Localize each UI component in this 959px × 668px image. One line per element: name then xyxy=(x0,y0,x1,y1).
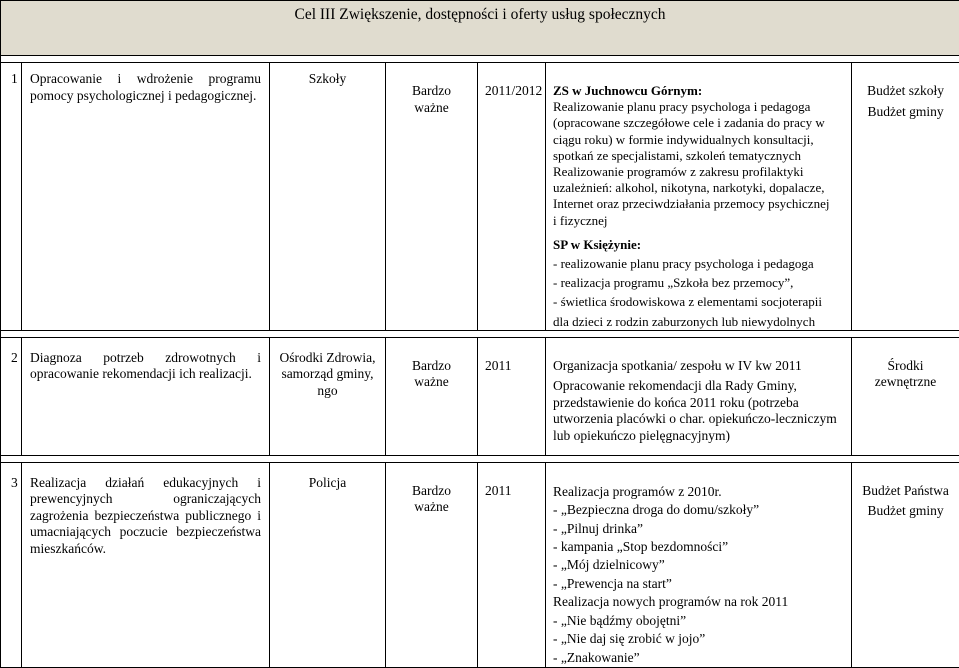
funding-line: Budżet gminy xyxy=(852,104,959,121)
desc-line: przedstawienie do końca 2011 roku (potrzeba xyxy=(553,395,845,412)
priority: Bardzo ważne xyxy=(386,462,478,667)
desc-line: dla dzieci z rodzin zaburzonych lub niewydolnych xyxy=(553,314,845,330)
actions-description xyxy=(546,337,852,455)
desc-line: - „Mój dzielnicowy” xyxy=(553,556,845,574)
table-row xyxy=(1,63,959,331)
year: 2011 xyxy=(478,462,546,667)
desc-line: - kampania „Stop bezdomności” xyxy=(553,538,845,556)
desc-line: - „Bezpieczna droga do domu/szkoły” xyxy=(553,501,845,519)
spacer-row xyxy=(1,330,959,337)
desc-line: - „Znakowanie” xyxy=(553,649,845,667)
desc-line: - świetlica środowiskowa z elementami socjoterapii xyxy=(553,294,845,310)
funding-line: Budżet szkoły xyxy=(852,83,959,100)
desc-line: lub opiekuńczo pielęgnacyjnym) xyxy=(553,428,845,445)
desc-line: - realizacja programu „Szkoła bez przemocy”, xyxy=(553,275,845,291)
task-description: Realizacja działań edukacyjnych i prewencyjnych ograniczających zagrożenia bezpieczeństwa publicznego i umacniających poczucie bezpieczeństwa mieszkańców. xyxy=(22,462,270,667)
year: 2011 xyxy=(478,337,546,455)
desc-line: Realizacja nowych programów na rok 2011 xyxy=(553,593,845,611)
funding-source xyxy=(852,63,959,331)
desc-line: ciągu roku) w formie indywidualnych konsultacji, xyxy=(553,132,845,148)
responsible-entity: Policja xyxy=(270,462,386,667)
funding-source xyxy=(852,337,959,455)
funding-line: Budżet Państwa xyxy=(852,483,959,500)
task-description: Opracowanie i wdrożenie programu pomocy psychologicznej i pedagogicznej. xyxy=(22,63,270,331)
table-row xyxy=(1,462,959,667)
desc-line: Realizowanie programów z zakresu profilaktyki xyxy=(553,164,845,180)
responsible-entity: Ośrodki Zdrowia, samorząd gminy, ngo xyxy=(270,337,386,455)
desc-line: utworzenia placówki o char. opiekuńczo-leczniczym xyxy=(553,411,845,428)
priority: Bardzo ważne xyxy=(386,63,478,331)
funding-line: Środki xyxy=(852,358,959,375)
spacer-row xyxy=(1,56,959,63)
desc-line: Internet oraz przeciwdziałania przemocy psychicznej xyxy=(553,196,845,212)
desc-line: (opracowane szczegółowe cele i zadania do pracy w xyxy=(553,115,845,131)
responsible-entity: Szkoły xyxy=(270,63,386,331)
goal-title: Cel III Zwiększenie, dostępności i oferty usług społecznych xyxy=(1,1,959,56)
desc-line: Realizacja programów z 2010r. xyxy=(553,483,845,501)
row-number: 1 xyxy=(1,63,22,331)
funding-source xyxy=(852,462,959,667)
row-number: 2 xyxy=(1,337,22,455)
desc-line: Opracowanie rekomendacji dla Rady Gminy, xyxy=(553,378,845,395)
actions-description xyxy=(546,462,852,667)
actions-description xyxy=(546,63,852,331)
desc-line: i fizycznej xyxy=(553,213,845,229)
desc-line: spotkań ze specjalistami, szkoleń tematycznych xyxy=(553,148,845,164)
desc-line: - realizowanie planu pracy psychologa i pedagoga xyxy=(553,256,845,272)
desc-line: - „Pilnuj drinka” xyxy=(553,520,845,538)
section-title: SP w Księżynie: xyxy=(553,237,845,253)
desc-line: - „Nie bądźmy obojętni” xyxy=(553,612,845,630)
funding-line: zewnętrzne xyxy=(852,374,959,391)
task-description: Diagnoza potrzeb zdrowotnych i opracowanie rekomendacji ich realizacji. xyxy=(22,337,270,455)
desc-line: Realizowanie planu pracy psychologa i pedagoga xyxy=(553,99,845,115)
year: 2011/2012 xyxy=(478,63,546,331)
desc-line: - „Nie daj się zrobić w jojo” xyxy=(553,630,845,648)
row-number: 3 xyxy=(1,462,22,667)
priority: Bardzo ważne xyxy=(386,337,478,455)
section-title: ZS w Juchnowcu Górnym: xyxy=(553,83,845,99)
header-row xyxy=(1,1,959,56)
table-row xyxy=(1,337,959,455)
spacer-row xyxy=(1,455,959,462)
desc-line: Organizacja spotkania/ zespołu w IV kw 2011 xyxy=(553,358,845,375)
desc-line: uzależnień: alkohol, nikotyna, narkotyki, dopalacze, xyxy=(553,180,845,196)
desc-line: - „Prewencja na start” xyxy=(553,575,845,593)
funding-line: Budżet gminy xyxy=(852,503,959,520)
